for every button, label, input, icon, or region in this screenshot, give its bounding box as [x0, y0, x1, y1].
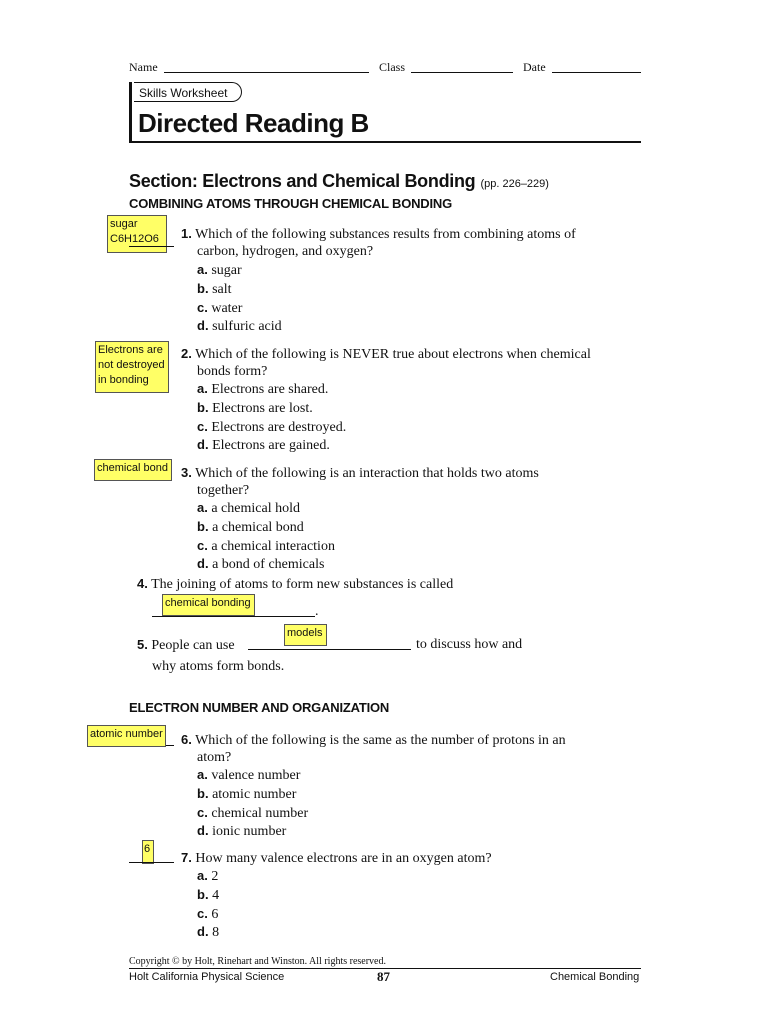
question-3-options — [197, 499, 335, 574]
option-d: d. Electrons are gained. — [197, 437, 330, 454]
answer-note-1[interactable] — [107, 215, 167, 253]
question-6-line2: atom? — [197, 750, 232, 765]
answer-blank-7 — [129, 862, 174, 863]
subhead-electron-number: ELECTRON NUMBER AND ORGANIZATION — [129, 700, 390, 715]
question-6-options — [197, 766, 308, 841]
answer-note-2-line1: Electrons are — [98, 344, 163, 356]
answer-blank-6 — [166, 745, 174, 746]
option-a: a. Electrons are shared. — [197, 381, 329, 397]
section-pages: (pp. 226–229) — [480, 178, 549, 190]
question-text: How many valence electrons are in an oxygen atom? — [195, 851, 492, 866]
name-label: Name — [129, 60, 158, 74]
name-field[interactable] — [164, 72, 369, 73]
answer-note-2-line3: in bonding — [98, 374, 149, 386]
answer-note-4[interactable]: chemical bonding — [162, 594, 255, 616]
copyright: Copyright © by Holt, Rinehart and Winston. All rights reserved. — [129, 956, 386, 967]
skills-worksheet-tab: Skills Worksheet — [134, 82, 242, 102]
date-field[interactable] — [552, 72, 641, 73]
section-heading — [129, 171, 549, 192]
question-text-a: People can use — [151, 638, 235, 653]
question-5-text-b: to discuss how and — [416, 637, 523, 652]
option-c: c. water — [197, 299, 243, 316]
option-c: c. chemical number — [197, 804, 309, 821]
question-number: 7. — [181, 850, 192, 865]
question-5-line2: why atoms form bonds. — [152, 659, 285, 674]
answer-blank-1 — [129, 246, 174, 247]
question-text: Which of the following is NEVER true about electrons when chemical — [195, 347, 591, 362]
question-1 — [181, 225, 576, 244]
answer-note-5[interactable]: models — [284, 624, 327, 646]
option-d: d. a bond of chemicals — [197, 556, 325, 573]
option-c: c. 6 — [197, 905, 219, 922]
question-2-line2: bonds form? — [197, 364, 268, 379]
question-number: 3. — [181, 465, 192, 480]
option-a: a. valence number — [197, 767, 301, 783]
question-1-options — [197, 261, 282, 336]
answer-note-6[interactable]: atomic number — [87, 725, 166, 747]
answer-note-3[interactable]: chemical bond — [94, 459, 172, 481]
answer-note-1-line2: C6H12O6 — [110, 233, 159, 245]
option-c: c. a chemical interaction — [197, 537, 335, 554]
question-4-end: . — [315, 604, 319, 619]
option-b: b. 4 — [197, 886, 220, 903]
footer-book: Holt California Physical Science — [129, 971, 285, 983]
title-rule — [129, 141, 641, 143]
option-b: b. Electrons are lost. — [197, 399, 313, 416]
option-a: a. a chemical hold — [197, 500, 300, 516]
question-text: Which of the following is the same as the number of protons in an — [195, 733, 566, 748]
answer-blank-5 — [248, 649, 411, 650]
question-3-line2: together? — [197, 483, 250, 498]
question-text: Which of the following is an interaction that holds two atoms — [195, 466, 539, 481]
option-c: c. Electrons are destroyed. — [197, 418, 347, 435]
title-bar — [129, 82, 132, 142]
option-b: b. atomic number — [197, 785, 297, 802]
question-number: 1. — [181, 226, 192, 241]
question-1-line2: carbon, hydrogen, and oxygen? — [197, 244, 374, 259]
question-number: 5. — [137, 637, 148, 652]
class-label: Class — [379, 60, 406, 74]
page-title: Directed Reading B — [138, 108, 369, 138]
option-a: a. sugar — [197, 262, 242, 278]
date-label: Date — [523, 60, 546, 74]
footer-chapter: Chemical Bonding — [550, 971, 640, 983]
question-7-options — [197, 867, 219, 942]
answer-blank-4 — [152, 616, 315, 617]
class-field[interactable] — [411, 72, 513, 73]
question-number: 6. — [181, 732, 192, 747]
answer-note-7[interactable]: 6 — [142, 840, 154, 864]
answer-note-2[interactable] — [95, 341, 169, 393]
subhead-combining-atoms: COMBINING ATOMS THROUGH CHEMICAL BONDING — [129, 196, 453, 211]
option-d: d. 8 — [197, 924, 220, 941]
question-7 — [181, 849, 492, 868]
option-d: d. sulfuric acid — [197, 318, 282, 335]
question-text: Which of the following substances results from combining atoms of — [195, 227, 576, 242]
question-number: 4. — [137, 576, 148, 591]
question-number: 2. — [181, 346, 192, 361]
option-b: b. a chemical bond — [197, 518, 304, 535]
question-3 — [181, 464, 539, 483]
question-6 — [181, 731, 566, 750]
option-a: a. 2 — [197, 868, 219, 884]
answer-note-2-line2: not destroyed — [98, 359, 165, 371]
question-2 — [181, 345, 591, 364]
question-4 — [137, 575, 453, 594]
answer-note-1-line1: sugar — [110, 218, 138, 230]
question-2-options — [197, 380, 346, 455]
question-5 — [137, 636, 235, 655]
section-title: Section: Electrons and Chemical Bonding — [129, 171, 476, 191]
option-b: b. salt — [197, 280, 232, 297]
option-d: d. ionic number — [197, 823, 287, 840]
question-text: The joining of atoms to form new substances is called — [151, 577, 454, 592]
page-number: 87 — [377, 969, 390, 984]
